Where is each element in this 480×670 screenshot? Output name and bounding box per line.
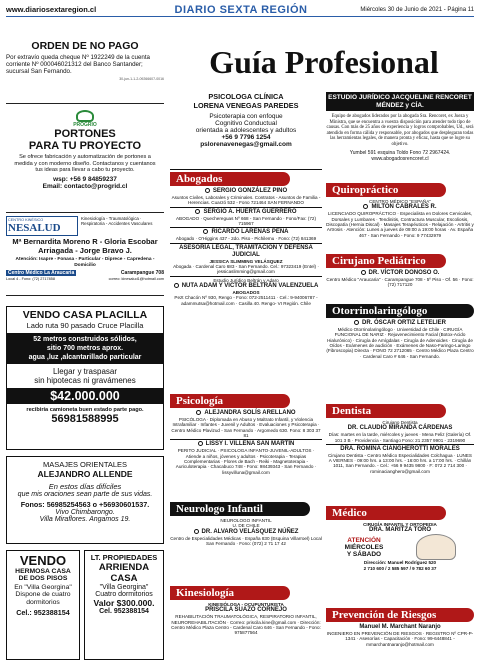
casa-feature-3: agua ,luz ,alcantarillado particular	[28, 354, 142, 361]
casa-title: VENDO CASA PLACILLA	[22, 309, 148, 321]
abogado-4-sub: JESSICA SLIMMING VELÁSQUEZ	[209, 258, 283, 264]
prop-l6: Valor $300.000.	[93, 598, 155, 608]
psicologa-2-text: PERITO JUDICIAL · PSICOLOGA INFANTO-JUVENIL-ADULTOS · Atiende a niños, jóvenes y adultos · Psicoterapia - Terapias Complementarias · Flores de Bach - Reiki - Magnetoterapia - Auriculoterapia · Chacabuco 748 - Fono: 98439343 - San Fernando · lissyvilluna@gmail.com	[175, 448, 317, 475]
orden-title: ORDEN DE NO PAGO	[31, 40, 139, 52]
vendo-title: VENDO	[19, 553, 67, 568]
bullet-icon	[198, 441, 203, 446]
kinesio-address: Carampangue 708	[120, 270, 164, 276]
qui-l1: CENTRO MÉDICO "ESPAÑA"	[369, 199, 431, 204]
prop-l1: LT. PROPIEDADES	[90, 553, 158, 562]
abogado-2-label: SERGIO A. HUERTA GUERRERO	[203, 208, 297, 215]
pre-name: Manuel M. Marchant Naranjo	[359, 624, 441, 630]
abogado-5-name	[170, 283, 322, 290]
masajes-addr-1: Vivo Chimbarongo.	[55, 509, 115, 516]
section-medico: Médico	[326, 506, 446, 520]
masajes-phones[interactable]: Fonos: 56985254563 o +56930601537.	[20, 500, 150, 509]
den-text-2: Cirujano Dentista - Centro Médico Especialidades Colchagua · LUNES A VIERNES · 09:00 hrs. a 13:00 hrs. - 16:00 hrs. a 17:00 hrs. · Chillán 1011, San Fernando. - Cel.: +56 9 9435 9800 · F: 072 2 714 300 · rominacianghero@gmail.com	[327, 452, 472, 474]
den-text: Días: martes en la tarde, miércoles y jueves · Mena Feliz (Galería) Of. 101 3 B · Providencia - Santiago Fono: 21 2357 9901 - 2319690	[328, 432, 472, 443]
abogado-3-name	[170, 229, 322, 236]
estudio-juridico-ad	[326, 92, 474, 162]
psicologia-list	[170, 410, 322, 475]
vendo-l2: DE DOS PISOS	[18, 575, 68, 582]
casa-feature-1: 52 metros construidos sólidos,	[33, 336, 137, 343]
prop-phone[interactable]: Cel. 952388154	[99, 608, 149, 615]
psico-email[interactable]: pslorenavenegas@gmail.com	[200, 141, 292, 148]
otorrino-ad	[326, 320, 474, 359]
abogado-2-name	[170, 209, 322, 216]
neurologo-ad	[170, 518, 322, 546]
guia-title: Guía Profesional	[209, 44, 439, 80]
bullet-icon	[174, 283, 179, 288]
portones-phone[interactable]: wsp: +56 9 84859237	[53, 175, 117, 183]
cirujano-ad	[326, 270, 474, 288]
med-l1: CIRUGÍA INFANTIL Y ORTOPEDIA	[363, 522, 437, 527]
neu-name	[170, 529, 322, 536]
estudio-title: ESTUDIO JURÍDICO JACQUELINE RENCORET MÉNDEZ y CÍA.	[326, 92, 474, 111]
med-name: DRA. MARITZA TORO	[369, 527, 431, 534]
kinesio-address-tag: Centro Médico La Araucaria	[8, 270, 75, 276]
abogado-5-sub: ABOGADOS	[232, 289, 260, 295]
abogados-list	[170, 188, 322, 306]
section-psicologia: Psicología	[170, 394, 290, 408]
abogado-3-text: Abogado · O'Higgins 437 - 2do. Piso - Pichilemu · Fono: (72) 841369	[175, 236, 317, 242]
abogado-5-text: Pezt Chacón Nº 930, Rengo - Fono: 072-2511411 · Cel.: 9-94006787 - adammutsa@hotmail.com · Casilla 40. Rengo- VI Región. Chile	[174, 295, 318, 306]
casa-price: $42.000.000	[7, 388, 163, 404]
portones-text: Se ofrece fabricación y automatización de portones a medida y con moderno diseño. Contactanos y cuentanos tus ideas para llevar a cabo tu proyecto.	[14, 154, 156, 173]
qui-text: LICENCIADO QUIROPRÁCTICO · Especialista en Dolores Cervicales, Dorsales y Lumbares · Tendinitis, Contractura Muscular, Escoliosis, Discopatía (Hernia Discal) · Masajes Terapéuticos - Relajación - Artritis y Artrosis · Atención: Lunes a jueves de 09:00 a 19:00 horas · Av. España 467 - San Fernando - Fono: 9 77432979	[326, 211, 474, 238]
vendo-l1: HERMOSA CASA	[15, 568, 71, 575]
bullet-icon	[205, 188, 210, 193]
progrid-logo	[6, 110, 164, 128]
progrid-logo-text: PROGRIO	[73, 122, 97, 128]
casa-note: recibiría camioneta buen estado parte pago.	[26, 407, 144, 413]
section-cirujano: Cirujano Pediátrico	[326, 254, 446, 268]
kinesio-email[interactable]: correo: kinesalud1@hotmail.com	[108, 277, 164, 281]
casa-features	[7, 333, 163, 364]
prop-l4: "Villa Georgina"	[99, 584, 149, 591]
oto-name-label: DR. ÓSCAR ORTIZ LETELIER	[362, 320, 446, 327]
kin-text: REHABILITACIÓN TRAUMATOLÓGICA, RESPIRATORIO INFANTIL, NEUROREHABILITACIÓN · Correo: priscila.kine@gmail.com · Dirección: Centro Médico Plaza Centro - Cardenal Caro 646 - San Fernando - Fono: 975877564	[171, 614, 321, 636]
vendo-l3: En "Villa Georgina"	[14, 584, 72, 591]
psico-name: LORENA VENEGAS PAREDES	[193, 101, 299, 110]
med-phones[interactable]: 2 710 600 / 2 585 597 / 9 782 60 37	[363, 565, 437, 571]
bullet-icon	[361, 270, 366, 275]
divider	[170, 207, 322, 208]
abogado-5-firm: Estudio Jurídico Beltrán y Adaro	[213, 277, 279, 283]
children-illustration	[416, 534, 456, 560]
divider	[170, 276, 322, 277]
page-date: Miércoles 30 de Junio de 2021 - Página 11	[360, 6, 474, 13]
casa-phone[interactable]: 56981588995	[51, 413, 119, 425]
kinesio-attention: Atención: Isapre - Fonasa - Particular - Diprece - Capredena - Domicilio	[15, 257, 155, 268]
abogado-1-text: Asuntos Civiles, Laborales y Criminales. Contratos - Asuntos de Familia - Herencias. Cuarzó 532 - Fono 721464 SAN FERNANDO	[171, 195, 321, 206]
section-abogados: Abogados	[170, 172, 290, 186]
oto-text: Médico Otorrinolaringólogo · Universidad de Chile · CIRUGÍA FUNCIONAL DE NARIZ · Rejuvenecimiento Facial (Botox-Acido Hialurónico) · Cirugía de Amígdalas - Cirugía de Adenoides · Cirugía de Oídos - Exámenes de audición · Exámenes de Naso-Faringo-Laringo (Fibroscopia) Directa · FONO 72 2712065 · Centro Médico Plaza Centro · Cardenal Caro # 646 - San Fernando.	[326, 327, 474, 359]
cir-name	[326, 270, 474, 277]
psicologa-1-label: ALEJANDRA SOLÍS ARELLANO	[204, 410, 296, 417]
quiropractico-ad	[326, 199, 474, 238]
cir-name-label: DR. VÍCTOR DONOSO O.	[368, 270, 440, 277]
site-url[interactable]: www.diariosextaregion.cl	[6, 5, 97, 14]
kinesio-brand: NESALUD	[8, 222, 61, 234]
abogado-1-name	[170, 188, 322, 195]
dentista-ad	[326, 420, 474, 474]
qui-name-label: MILTON CABRALES R.	[371, 204, 437, 211]
estudio-web[interactable]: www.abogadosrencoret.cl	[371, 155, 429, 162]
kinesalud-logo	[6, 216, 78, 236]
abogado-1-label: SERGIO GONZÁLEZ PINO	[212, 188, 288, 195]
kinesalud-ad	[6, 212, 164, 296]
psicologa-ad	[170, 92, 322, 170]
neu-text: Centro de Especialidades Médicas · España 830 (Esquina Villarroel) Local San Fernando · Fono: (072) 2 71 17 42	[170, 535, 322, 546]
med-att: ATENCIÓN	[347, 536, 381, 544]
masajes-s2: que mis oraciones sean parte de sus vidas.	[17, 491, 153, 498]
vendo-phone[interactable]: Cel.: 952388154	[16, 608, 70, 617]
casa-cond-2: sin hipotecas ni gravámenes	[34, 376, 136, 385]
casa-placilla-ad	[6, 306, 164, 450]
casa-feature-2: sitio 700 metros aprox.	[46, 345, 124, 352]
lt-propiedades-ad	[84, 550, 164, 660]
medico-ad	[326, 522, 474, 571]
masajes-name: ALEJANDRO ALLENDE	[37, 469, 133, 479]
psico-l1: Psicoterapia con enfoque	[209, 113, 283, 120]
bullet-icon	[363, 204, 368, 209]
neu-l1: NEUROLOGO INFANTIL	[220, 518, 272, 523]
portones-email[interactable]: Email: contacto@progrid.cl	[42, 182, 128, 190]
estudio-addr: Yumbel 591 esquina Toldo Fono 72 2967424.	[349, 149, 451, 156]
masajes-addr-2: Villa Miraflores. Angamos 19.	[39, 516, 131, 523]
prop-l3: CASA	[110, 573, 138, 584]
portones-subtitle: PARA TU PROYECTO	[28, 140, 142, 152]
den-name: DR. CLAUDIO MIRANDA CÁRDENAS	[347, 425, 453, 432]
psico-l2: Cognitivo Conductual	[215, 120, 277, 127]
casa-sub: Lado ruta 90 pasado Cruce Placilla	[26, 321, 144, 330]
vendo-casa-ad	[6, 550, 80, 660]
vendo-l4: Dispone de cuatro dormitorios	[15, 591, 71, 606]
neu-l2: U. DE CHILE	[232, 523, 260, 529]
kinesio-services: Kinesiología - Traumatológica · Respiratoria - Accidentes Vasculares	[81, 216, 153, 226]
section-kinesiologia: Kinesiología	[170, 586, 290, 600]
abogado-3-label: RICARDO LARENAS PEÑA	[211, 229, 289, 236]
den-name-2: DRA. ROMINA CIANGHEROTTI MORALES	[340, 445, 460, 452]
bullet-icon	[195, 209, 200, 214]
paper-name: DIARIO SEXTA REGIÓN	[174, 3, 308, 16]
pre-text: INGENIERO EN PREVENCIÓN DE RIESGOS · REGISTRO Nº CPR-P-1341 · Asesorías - Capacitación · Fono: 99-6448841 - mmarchantnaranjo@hotmail.com	[326, 631, 474, 647]
psico-l3: orientada a adolescentes y adultos	[195, 127, 297, 134]
divider	[326, 444, 474, 445]
divider	[170, 243, 322, 244]
den-l1: Cirujano Dentista	[382, 420, 418, 425]
neu-name-label: DR. ALVARO VELÁSQUEZ NÚÑEZ	[201, 528, 299, 535]
abogado-2-text: ABOGADO · Quechereguas Nº 668 - San Fernando · Fono/Fax: (72) 715967	[175, 215, 317, 227]
kinesiologa-ad	[170, 602, 322, 635]
prop-l5: Cuatro dormitorios	[95, 591, 153, 598]
psico-phone[interactable]: +56 9 7796 1254	[221, 134, 271, 141]
psico-title: PSICOLOGA CLÍNICA	[208, 92, 284, 101]
psicologa-2-label: LISSY I. VILLENA SAN MARTÍN	[205, 441, 295, 448]
masajes-title: MASAJES ORIENTALES	[42, 460, 128, 469]
abogado-4-text: Abogada · Cardenal Caro 683 - San Fernando. Cel.: 97323419 (Entel) · jessicaslimming@gmail.com	[173, 264, 319, 275]
orden-ref: 30-jun-1-1-2-09266607-0016	[119, 77, 164, 81]
psicologa-1-text: PSICÓLOGA · Diplomada en Abuso y Maltrato Infantil, y Violencia Intrafamiliar · Infantes - Juvenil y Adultos · Evaluaciones y Psicoterapia · Centro Médico Plavizud - San Fernando · Argomedo 630. Fono: 8 303 37 81	[171, 417, 321, 438]
section-quiropractico: Quiropráctico	[326, 183, 446, 197]
prop-l2: ARRIENDA	[98, 562, 150, 573]
bullet-icon	[196, 410, 201, 415]
bullet-icon	[203, 229, 208, 234]
abogado-4-name: ASESORÍA LEGAL, TRAMITACIÓN Y DEFENSA JUDICIAL	[179, 244, 313, 258]
kinesio-people: Mª Bernardita Moreno R - Gloria Escobar Arriagada - Jorge Bravo J.	[12, 237, 158, 255]
prevencion-ad	[326, 624, 474, 647]
page-header	[6, 3, 474, 17]
med-days-2: Y SÁBADO	[346, 550, 382, 558]
kin-name: PRISCILA SUAZO CORNEJO	[205, 607, 287, 614]
kin-l1: KINESIÓLOGA - OCUPUNTURISTA	[208, 602, 284, 607]
portones-title: PORTONES	[54, 128, 116, 140]
bullet-icon	[194, 529, 199, 534]
bullet-icon	[354, 320, 359, 325]
estudio-text: Equipo de abogados liderados por la abogada Sra. Rencoret, ex Jueza y Ministra, que se encuentra a vuestra disposición para atender todo tipo de causas. Con más de 25 años de experiencia y logros comprobables, Ud., será atendido en forma cálida y responsable, por abogados que desplegaran todas las herramientas legales, de manera pronta y eficaz, hasta que se logre su objetivo.	[326, 114, 474, 147]
masajes-s1: En estos días difíciles	[48, 482, 122, 491]
psicologa-2-name	[170, 441, 322, 448]
casa-cond-1: Llegar y traspasar	[52, 367, 118, 376]
section-neurologo: Neurologo Infantil	[170, 502, 310, 516]
orden-text: Por extravío queda cheque Nº 1922249 de la cuenta corriente Nº 000046021312 del Banco Santander; sucursal San Fernando.	[6, 54, 150, 75]
kinesio-center: CENTRO KINÉSICO	[8, 218, 44, 222]
section-otorrino: Otorrinolaringólogo	[326, 304, 474, 318]
abogado-5-label: NUTA ADAM Y VICTOR BELTRÁN VALENZUELA	[181, 282, 319, 289]
progrid-logo-icon	[76, 110, 94, 122]
section-prevencion: Prevención de Riesgos	[326, 608, 474, 622]
section-dentista: Dentista	[326, 404, 446, 418]
orden-no-pago-ad	[6, 40, 164, 104]
masajes-ad	[6, 456, 164, 544]
portones-ad	[6, 108, 164, 206]
med-days-1: MIÉRCOLES	[344, 543, 384, 551]
med-addr: Dirección: Manuel Rodríguez 520	[363, 560, 437, 566]
cir-text: Centro Médico "Araucaria" · Carampangue 708 - 5º Piso - Of. 56 · Fono: (72) 717120	[326, 277, 474, 288]
kinesio-local: Local 4 - Fono: (72) 2717858	[6, 277, 55, 281]
